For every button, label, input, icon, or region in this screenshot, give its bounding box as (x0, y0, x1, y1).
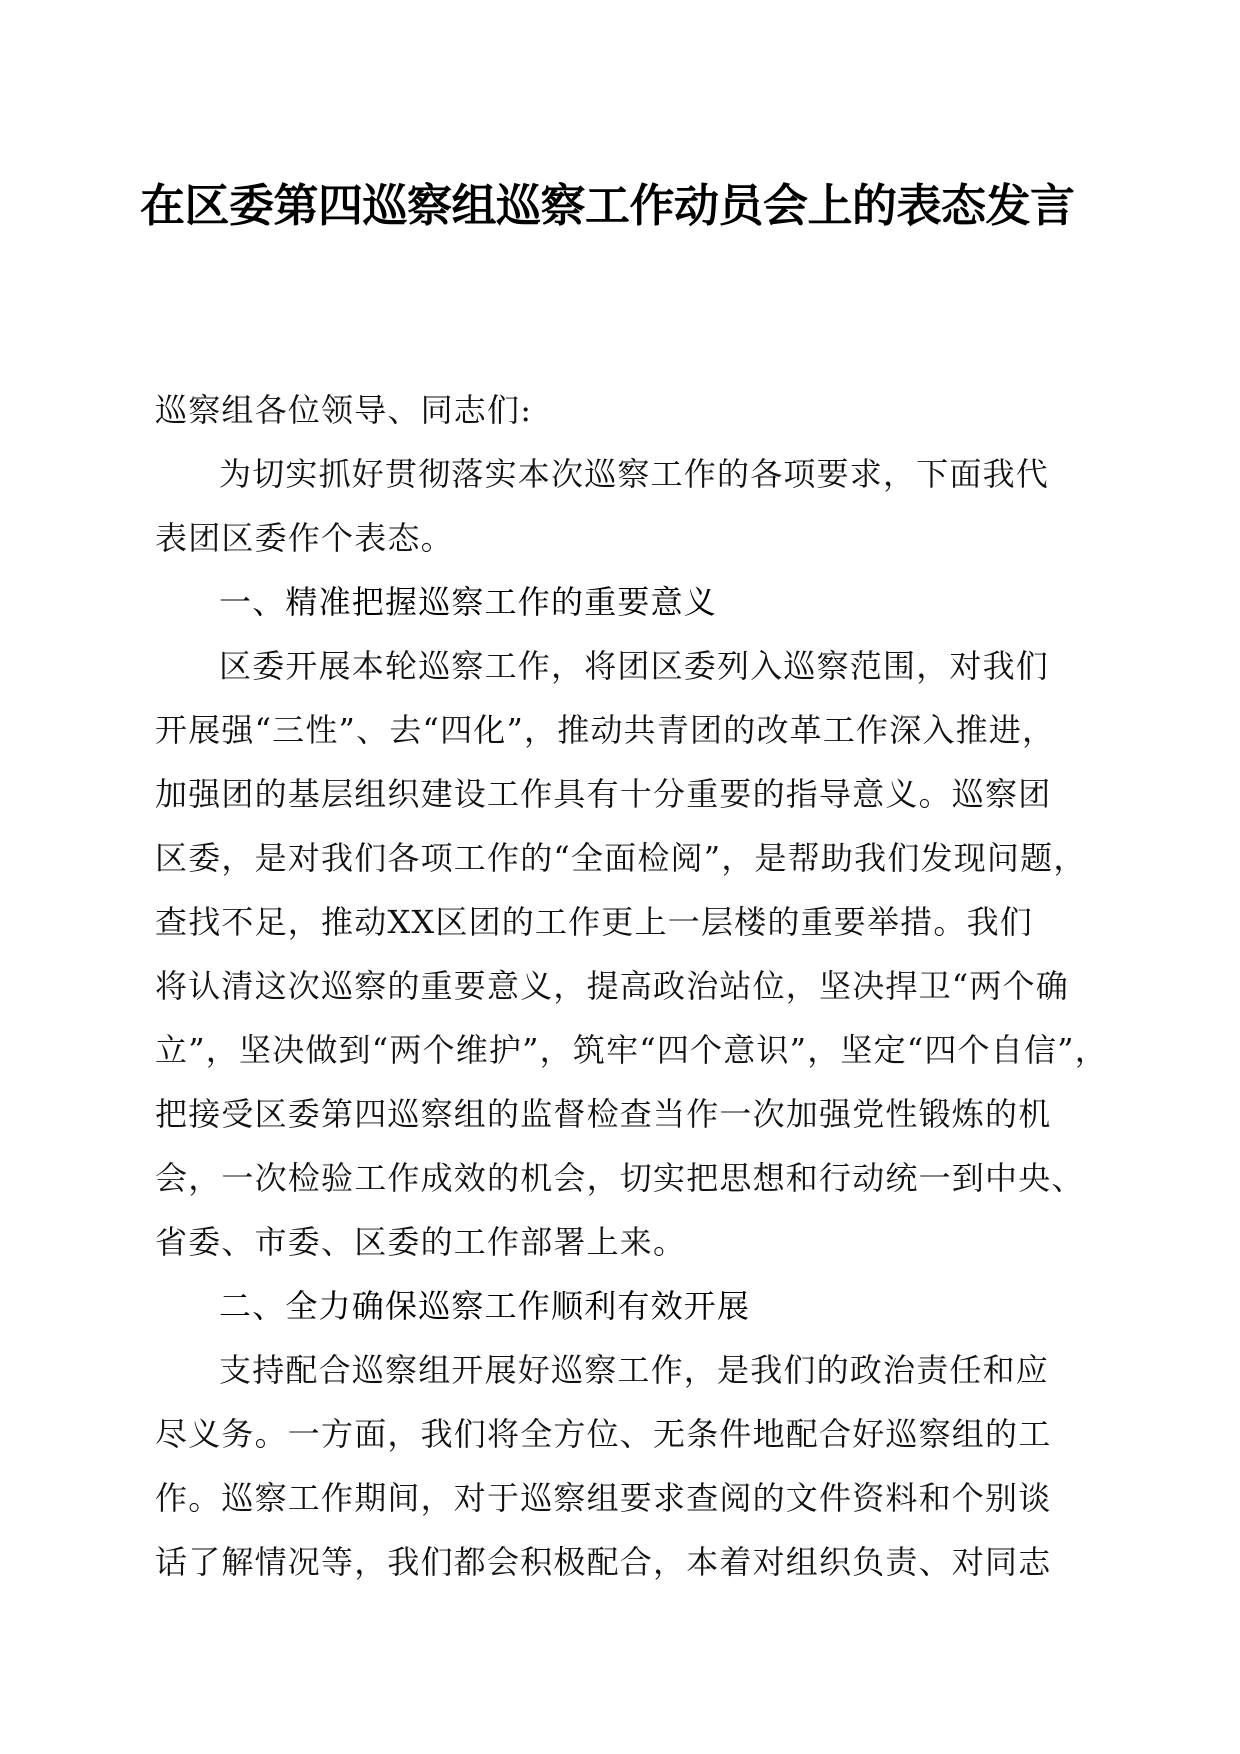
text-line: 表团区委作个表态。 (155, 519, 454, 557)
section-1-paragraph (155, 634, 1108, 1274)
text-line: 尽义务。一方面，我们将全方位、无条件地配合好巡察组的工 (155, 1415, 1052, 1453)
text-line: 加强团的基层组织建设工作具有十分重要的指导意义。巡察团 (155, 775, 1052, 813)
salutation: 巡察组各位领导、同志们: (155, 391, 533, 429)
text-line: 作。巡察工作期间，对于巡察组要求查阅的文件资料和个别谈 (155, 1479, 1052, 1517)
text-line: 话了解情况等，我们都会积极配合，本着对组织负责、对同志 (155, 1543, 1052, 1581)
intro-paragraph (155, 442, 1075, 570)
text-line: 把接受区委第四巡察组的监督检查当作一次加强党性锻炼的机 (155, 1095, 1052, 1133)
text-line: 支持配合巡察组开展好巡察工作，是我们的政治责任和应 (219, 1351, 1050, 1389)
text-line: 区委，是对我们各项工作的“全面检阅”，是帮助我们发现问题， (155, 839, 1087, 877)
text-line: 开展强“三性”、去“四化”，推动共青团的改革工作深入推进， (155, 711, 1056, 749)
section-heading-2: 二、全力确保巡察工作顺利有效开展 (219, 1287, 751, 1325)
text-line: 立”，坚决做到“两个维护”，筑牢“四个意识”，坚定“四个自信”， (155, 1031, 1108, 1069)
text-line: 将认清这次巡察的重要意义，提高政治站位，坚决捍卫“两个确 (155, 967, 1069, 1005)
text-line: 区委开展本轮巡察工作，将团区委列入巡察范围，对我们 (219, 647, 1050, 685)
section-2-paragraph (155, 1338, 1075, 1594)
document-body (155, 378, 1108, 1594)
text-line: 查找不足，推动XX区团的工作更上一层楼的重要举措。我们 (155, 903, 1033, 941)
text-line: 为切实抓好贯彻落实本次巡察工作的各项要求，下面我代 (219, 455, 1050, 493)
document-title: 在区委第四巡察组巡察工作动员会上的表态发言 (140, 179, 1075, 232)
section-heading-1: 一、精准把握巡察工作的重要意义 (219, 583, 718, 621)
text-line: 省委、市委、区委的工作部署上来。 (155, 1223, 687, 1261)
text-line: 会，一次检验工作成效的机会，切实把思想和行动统一到中央、 (155, 1159, 1085, 1197)
